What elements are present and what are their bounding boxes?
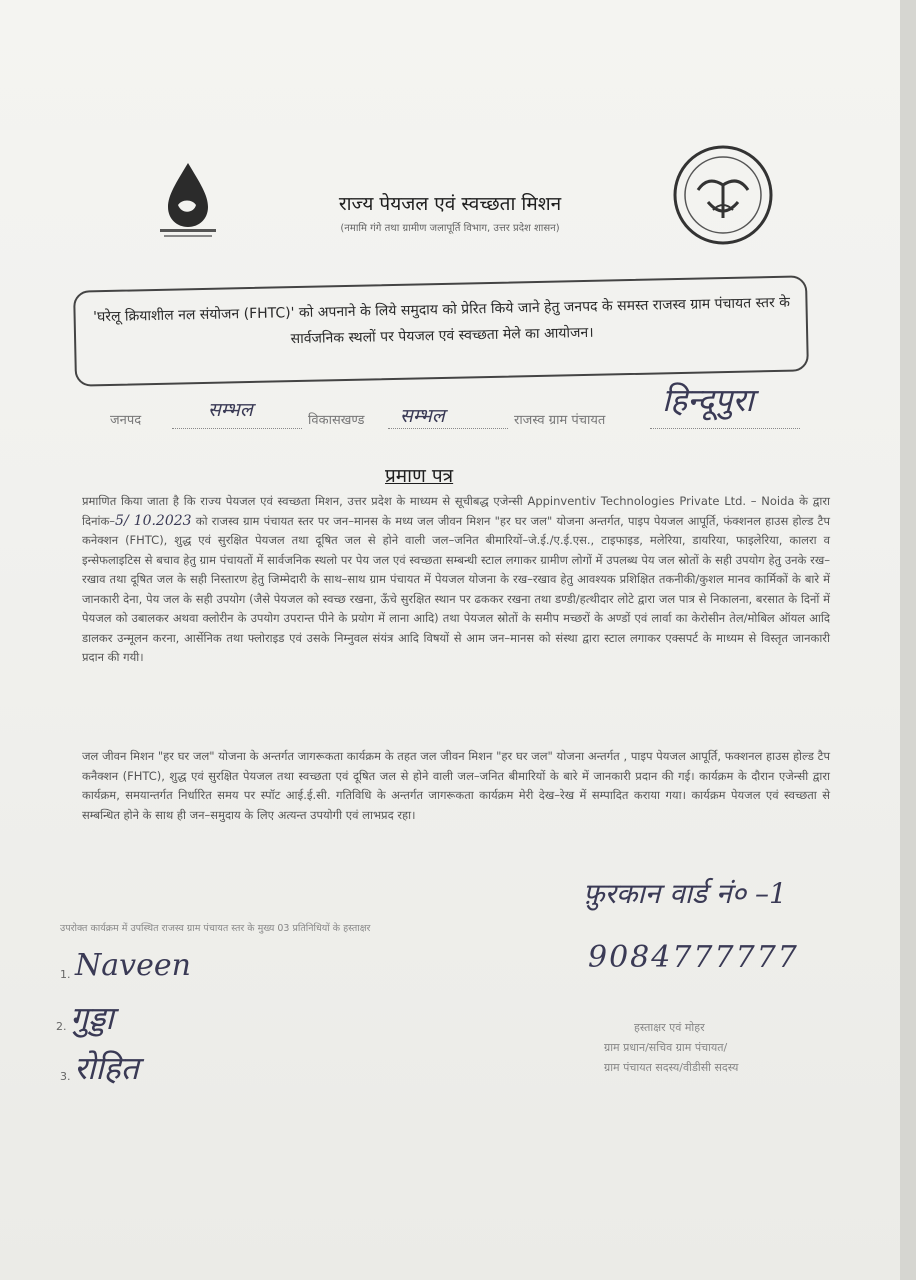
- district-label: जनपद: [110, 413, 142, 428]
- panchayat-label: राजस्व ग्राम पंचायत: [514, 413, 606, 428]
- location-fields: [110, 381, 810, 440]
- block-label: विकासखण्ड: [308, 413, 365, 428]
- panchayat-line: [650, 428, 800, 429]
- certificate-title: प्रमाण पत्र: [385, 465, 454, 487]
- district-value: सम्भल: [208, 399, 253, 421]
- event-heading-text: 'घरेलू क्रियाशील नल संयोजन (FHTC)' को अपनाने के लिये समुदाय को प्रेरित किये जाने हेतु जनपद के समस्त राजस्व ग्राम पंचायत स्तर के सार्वजनिक स्थलों पर पेयजल एवं स्वच्छता मेले का आयोजन।: [92, 294, 791, 348]
- org-subtitle: (नमामि गंगे तथा ग्रामीण जलापूर्ति विभाग, उत्तर प्रदेश शासन): [340, 223, 560, 234]
- rep-number: 1.: [60, 968, 71, 981]
- event-heading-box: [73, 275, 809, 386]
- block-value: सम्भल: [400, 405, 445, 427]
- certificate-paragraph-1: [82, 492, 830, 668]
- rep-signature: रोहित: [74, 1049, 139, 1087]
- district-line: [172, 428, 302, 429]
- signature-line-3: ग्राम पंचायत सदस्य/वीडीसी सदस्य: [604, 1061, 739, 1074]
- paragraph-1-part-a: प्रमाणित किया जाता है कि राज्य पेयजल एवं स्वच्छता मिशन, उत्तर प्रदेश के माध्यम से सूचीबद्ध एजेन्सी Appinventiv Technologies Private Ltd. – Noida के द्वारा दिनांक–: [82, 494, 830, 528]
- rep-number: 3.: [60, 1070, 71, 1083]
- uttar-pradesh-emblem-logo: [668, 140, 778, 250]
- rep-signature: गुड्डा: [70, 999, 114, 1037]
- handwritten-ward: फ़ुरकान वार्ड नं० –1: [583, 877, 787, 910]
- representatives-header: उपरोक्त कार्यक्रम में उपस्थित राजस्व ग्राम पंचायत स्तर के मुख्य 03 प्रतिनिधियों के हस्ताक्षर: [60, 923, 371, 934]
- paragraph-1-part-b: को राजस्व ग्राम पंचायत स्तर पर जन–मानस के मध्य जल जीवन मिशन "हर घर जल" योजना अन्तर्गत, पाइप पेयजल आपूर्ति, फंक्शनल हाउस होल्ड टैप कनेक्शन (FHTC), शुद्ध एवं सुरक्षित पेयजल तथा दूषित जल से होने वाली जल–जनित बीमारियों–जे.ई./ए.ई.एस., टाइफाइड, मलेरिया, डायरिया, फाइलेरिया, कालरा व इन्सेफलाइटिस से बचाव हेतु ग्राम पंचायतों में सार्वजनिक स्थलो पर पेय जल एवं स्वच्छता सम्बन्धी स्टाल लगाकर ग्रामीण लोगों में उपलब्ध पेय जल स्रोतों के सही उपयोग हेतु उनके रख–रखाव तथा दूषित जल के सही निस्तारण हेतु जिम्मेदारी के साथ–साथ ग्राम पंचायत में पेयजल योजना के रख–रखाव हेतु आवश्यक प्रशिक्षित तकनीकी/कुशल मानव कार्मिकों के बारे में जानकारी देना, पेय जल के सही उपयोग (जैसे पेयजल को स्वच्छ रखना, ऊँचे सुरक्षित स्थान पर ढककर रखना तथा डण्डी/हत्थीदार लोटे द्वारा जल पात्र से निकालना, बरसात के दिनों में पेयजल को उबालकर अथवा क्लोरीन के उपयोग उपरान्त पीने के प्रयोग में लाना आदि) तथा पेयजल स्रोतों के समीप मच्छरों के अण्डों एवं लार्वा का केरोसीन तेल/मोबिल ऑयल आदि डालकर उन्मूलन करना, आर्सेनिक तथा फ्लोराइड एवं उसके निम्नुवल संयंत्र आदि विषयों से आम जन–मानस को संस्था द्वारा स्टाल लगाकर एक्सपर्ट के माध्यम से विस्तृत जानकारी प्रदान की गयी।: [82, 513, 830, 664]
- handwritten-phone: 9084777777: [588, 940, 799, 975]
- signature-line-1: हस्ताक्षर एवं मोहर: [634, 1021, 705, 1034]
- signature-block: [604, 1018, 824, 1078]
- rep-signature: Naveen: [75, 948, 191, 983]
- event-date: 5/ 10.2023: [115, 512, 192, 529]
- rep-number: 2.: [56, 1020, 67, 1033]
- signature-line-2: ग्राम प्रधान/सचिव ग्राम पंचायत/: [604, 1041, 728, 1054]
- jal-jeevan-mission-logo: [150, 155, 240, 245]
- page-edge: [900, 0, 916, 1280]
- panchayat-value: हिन्दूपुरा: [662, 381, 754, 419]
- certificate-paragraph-2: जल जीवन मिशन "हर घर जल" योजना के अन्तर्गत जागरूकता कार्यक्रम के तहत जल जीवन मिशन "हर घर जल" योजना अन्तर्गत , पाइप पेयजल आपूर्ति, फक्शनल हाउस होल्ड टैप कनैक्शन (FHTC), शुद्ध एवं सुरक्षित पेयजल तथा स्वच्छता एवं दूषित जल से होने वाली जल–जनित बीमारियों के बारे में जानकारी प्रदान की गई। कार्यक्रम के दौरान एजेन्सी द्वारा कार्यक्रम, समयान्तर्गत निर्धारित समय पर स्पॉट आई.ई.सी. गतिविधि के अन्तर्गत जागरूकता कार्यक्रम मेरी देख–रेख में सम्पादित कराया गया। कार्यक्रम पेयजल एवं स्वच्छता से सम्बन्धित होने के साथ ही जन–समुदाय के लिए अत्यन्त उपयोगी एवं लाभप्रद रहा।: [82, 749, 830, 822]
- org-title: राज्य पेयजल एवं स्वच्छता मिशन: [338, 193, 562, 215]
- block-line: [388, 428, 508, 429]
